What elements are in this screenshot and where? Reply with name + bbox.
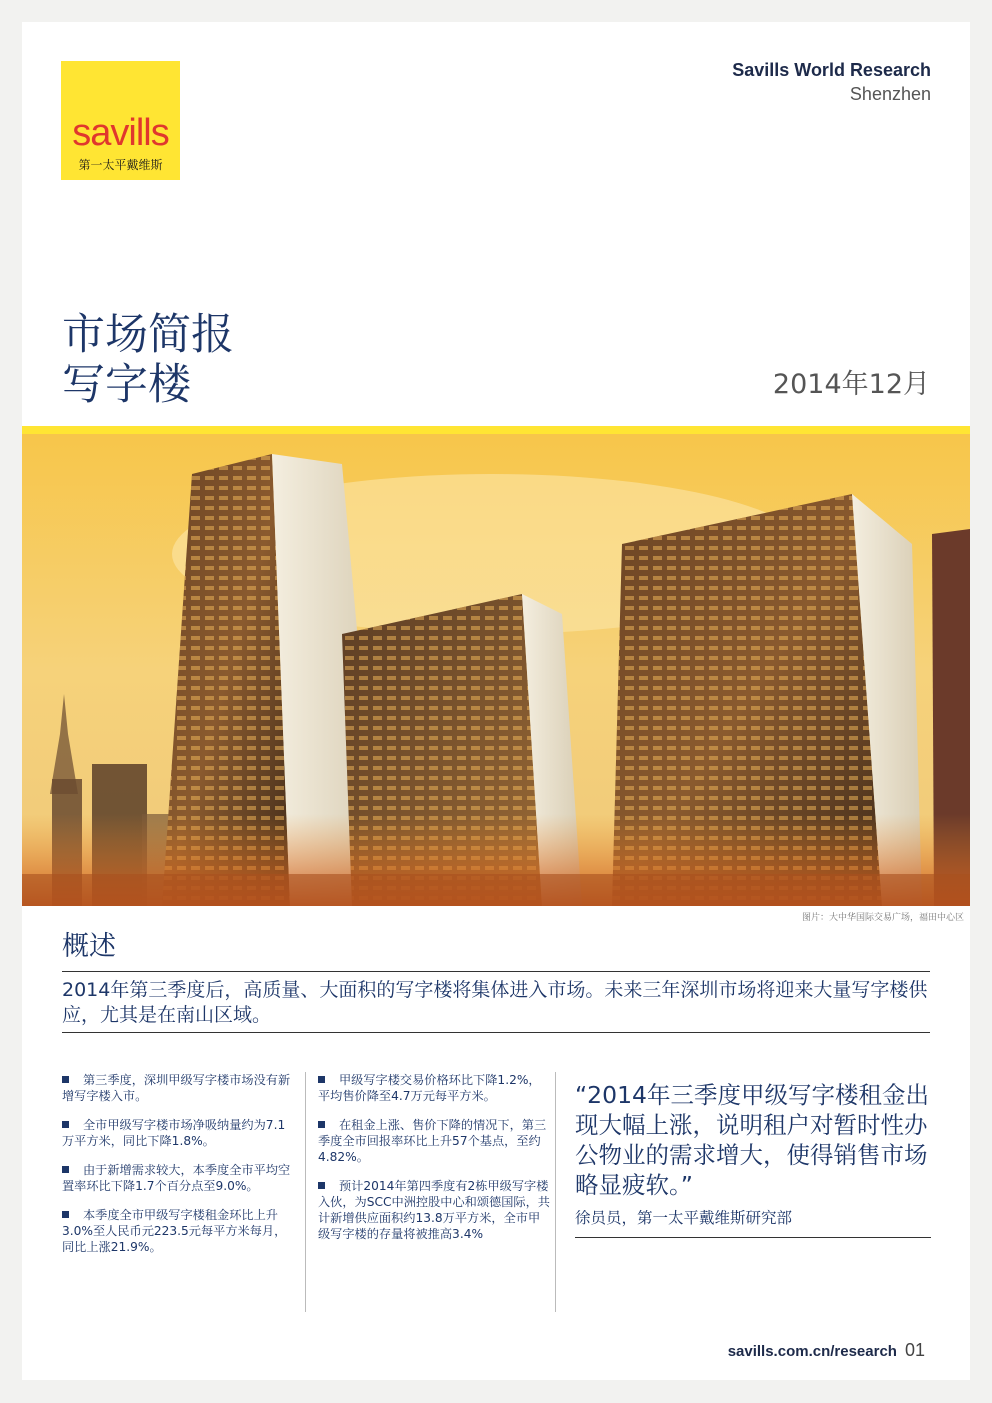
quote-author: 徐员员，第一太平戴维斯研究部 [575, 1209, 793, 1227]
title-line2: 写字楼 [62, 360, 191, 410]
footer [728, 1340, 925, 1362]
bullet-item: 第三季度，深圳甲级写字楼市场没有新增写字楼入市。 [62, 1073, 291, 1103]
research-city: Shenzhen [849, 84, 931, 104]
image-caption: 图片：大中华国际交易广场，福田中心区 [801, 913, 964, 923]
research-header [732, 58, 931, 106]
bullet-item: 甲级写字楼交易价格环比下降1.2%，平均售价降至4.7万元每平方米。 [318, 1073, 541, 1103]
bullet-item: 由于新增需求较大，本季度全市平均空置率环比下降1.7个百分点至9.0%。 [62, 1163, 291, 1193]
summary-text: 2014年第三季度后，高质量、大面积的写字楼将集体进入市场。未来三年深圳市场将迎来大量写字楼供应，尤其是在南山区域。 [62, 979, 928, 1026]
bullet-column-2 [318, 1072, 550, 1255]
logo-subtitle: 第一太平戴维斯 [78, 158, 163, 172]
report-date: 2014年12月 [772, 369, 930, 400]
square-bullet-icon [318, 1076, 325, 1083]
square-bullet-icon [318, 1121, 325, 1128]
column-divider [555, 1072, 556, 1312]
bullet-column-1 [62, 1072, 294, 1268]
square-bullet-icon [62, 1211, 69, 1218]
divider-bottom [62, 1032, 930, 1033]
hero-image [22, 434, 970, 906]
bullet-item: 本季度全市甲级写字楼租金环比上升3.0%至人民币元223.5元每平方米每月，同比上涨21.9%。 [62, 1208, 287, 1254]
bullet-item: 预计2014年第四季度有2栋甲级写字楼入伙，为SCC中洲控股中心和颂德国际，共计新增供应面积约13.8万平方米，全市甲级写字楼的存量将被推高3.4% [318, 1179, 550, 1241]
quote-divider [575, 1237, 931, 1238]
research-title: Savills World Research [732, 60, 931, 80]
square-bullet-icon [62, 1166, 69, 1173]
yellow-band [22, 426, 970, 434]
divider-top [62, 971, 930, 972]
page [22, 22, 970, 1380]
footer-url[interactable]: savills.com.cn/research [727, 1343, 897, 1360]
column-divider [305, 1072, 306, 1312]
page-number: 01 [904, 1340, 925, 1360]
square-bullet-icon [318, 1182, 325, 1189]
bullet-item: 全市甲级写字楼市场净吸纳量约为7.1万平方米，同比下降1.8%。 [62, 1118, 286, 1148]
building-illustration [22, 434, 970, 906]
title-line1: 市场简报 [62, 310, 234, 360]
square-bullet-icon [62, 1121, 69, 1128]
section-heading: 概述 [62, 931, 116, 962]
pull-quote: “2014年三季度甲级写字楼租金出现大幅上涨，说明租户对暂时性办公物业的需求增大，使得销售市场略显疲软。” [575, 1081, 929, 1199]
square-bullet-icon [62, 1076, 69, 1083]
bullet-item: 在租金上涨、售价下降的情况下，第三季度全市回报率环比上升57个基点，至约4.82%。 [318, 1118, 547, 1164]
savills-logo [61, 61, 180, 180]
logo-word: savills [72, 112, 169, 154]
page-title [62, 310, 234, 410]
